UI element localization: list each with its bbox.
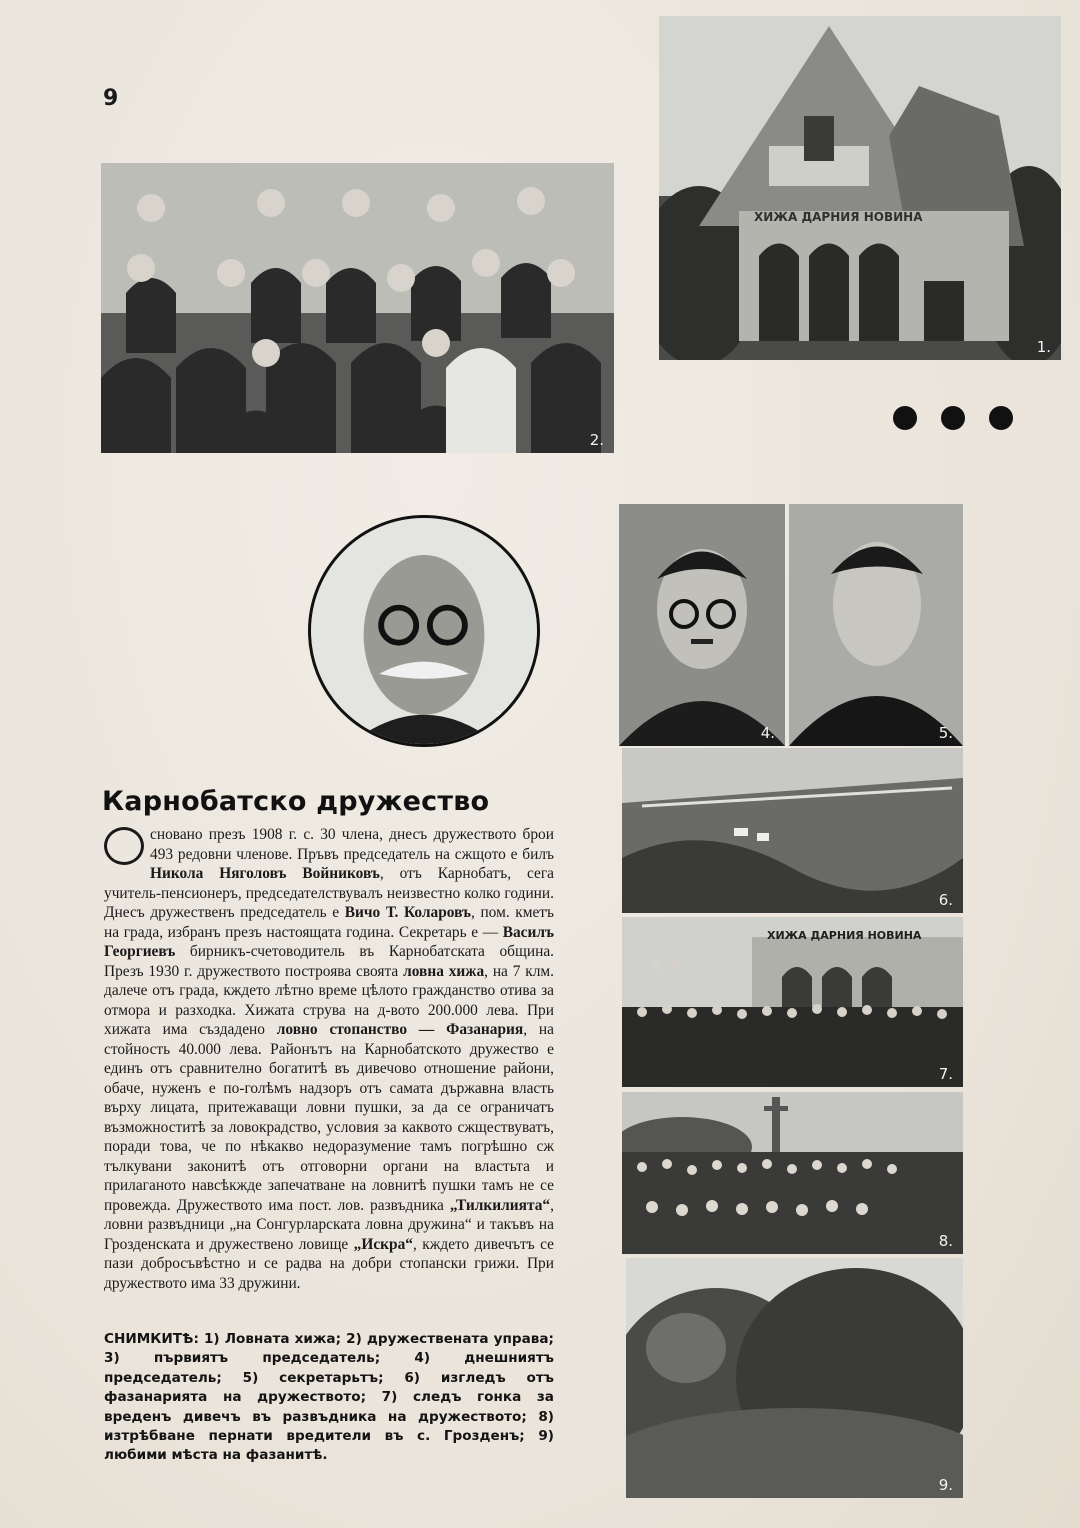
decorative-dots bbox=[893, 406, 1013, 430]
photo-society-management bbox=[101, 163, 614, 453]
photo-number: 9. bbox=[938, 1476, 953, 1494]
body-highlight: ловна хижа bbox=[403, 962, 485, 980]
body-highlight: Никола Няголовъ Войниковъ bbox=[150, 865, 380, 882]
body-segment: , кждето дивечътъ се пази добросъвѣстно и се радва на добри стопански грижи. При дружеството има 33 дружини. bbox=[104, 1235, 554, 1292]
body-segment: , на стойность 40.000 лева. Районътъ на Карнобатското дружество е единъ отъ сравнително богатитѣ въ дивечово отношение райони, обаче, нуженъ е по-голѣмъ надзоръ отъ самата държавна власть върху лицата, притежаващи ловни пушки, за да се ограничатъ възможноститѣ за ловокрадство, условия за каквото сжществуватъ, поради това, че по нѣкакво недоразумение тамъ погрѣшно сж тълкувани законитѣ отъ отговорни органи на властьта и прилаганото навсѣкжде запечатване на ловнитѣ пушки тамъ не се провежда. Дружеството има пост. лов. развъдника bbox=[104, 1021, 554, 1214]
photo-number: 3. bbox=[492, 708, 507, 726]
body-segment: , ловни развъдници „на Сонгурларската ловна дружина“ и такъвъ на Грозденската и дружествено ловище bbox=[104, 1196, 554, 1253]
body-highlight: „Искра“ bbox=[353, 1235, 413, 1253]
photo-number: 1. bbox=[1036, 338, 1051, 356]
photo-number: 8. bbox=[938, 1232, 953, 1250]
photo-captions: СНИМКИТѢ: 1) Ловната хижа; 2) дружествената управа; 3) първиятъ председатель; 4) днешниятъ председатель; 5) секретарьтъ; 6) изгледъ отъ фазанарията на дружеството; 7) следъ гонка за вреденъ дивечъ въ развъдника на дружеството; 8) изтрѣбване пернати вредители въ с. Грозденъ; 9) любими мѣста на фазанитѣ. bbox=[104, 1331, 554, 1464]
body-segment: бирникъ-счетоводитель въ Карнобатската община. Презъ 1930 г. дружеството построява своята bbox=[104, 943, 554, 980]
body-highlight: „Тилкилията“ bbox=[449, 1196, 551, 1214]
body-highlight: Василъ Георгиевъ bbox=[104, 923, 554, 960]
dot-icon bbox=[893, 406, 917, 430]
photo-number: 7. bbox=[938, 1065, 953, 1083]
photo-number: 6. bbox=[938, 891, 953, 909]
photo-pheasant-places bbox=[626, 1258, 963, 1498]
dropcap-o-icon bbox=[104, 827, 144, 865]
body-highlight: Вичо Т. Коларовъ bbox=[344, 904, 471, 921]
photo-current-chairman bbox=[619, 504, 785, 746]
body-segment: , пом. кметъ на града, избранъ презъ настоящата година. Секретарь е — bbox=[104, 904, 554, 941]
photo-first-chairman bbox=[308, 515, 540, 747]
photo-secretary bbox=[789, 504, 963, 746]
photo-hunt-group bbox=[622, 917, 963, 1087]
body-segment: , на 7 клм. далече отъ града, кждето лѣтно време цѣлото гражданство отива за отмора и разходка. Хижата струва на д-вото 200.000 лева. При хижата има създадено bbox=[104, 962, 554, 1038]
body-segment: сновано презъ 1908 г. с. 30 члена, днесъ дружеството брои 493 редовни членове. Пръвъ председатель на сжщото е билъ bbox=[150, 826, 554, 863]
hut-sign: ХИЖА ДАРНИЯ НОВИНА bbox=[754, 210, 923, 224]
body-highlight: ловно стопанство — Фазанария bbox=[276, 1021, 524, 1038]
page-number: 9 bbox=[103, 86, 119, 111]
photo-number: 4. bbox=[760, 724, 775, 742]
dot-icon bbox=[989, 406, 1013, 430]
hut-sign-2: ХИЖА ДАРНИЯ НОВИНА bbox=[767, 929, 922, 942]
dot-icon bbox=[941, 406, 965, 430]
photo-hunting-hut bbox=[659, 16, 1061, 360]
photo-number: 5. bbox=[938, 724, 953, 742]
article-title: Карнобатско дружество bbox=[102, 786, 490, 817]
photo-number: 2. bbox=[589, 431, 604, 449]
body-segment: , отъ Карнобатъ, сега учитель-пенсионеръ, председателствувалъ неизвестно колко години. Днесъ дружественъ председатель е bbox=[104, 865, 554, 921]
photo-pheasantry-view bbox=[622, 748, 963, 913]
article-body bbox=[104, 825, 554, 1293]
photo-grozden-group bbox=[622, 1092, 963, 1254]
